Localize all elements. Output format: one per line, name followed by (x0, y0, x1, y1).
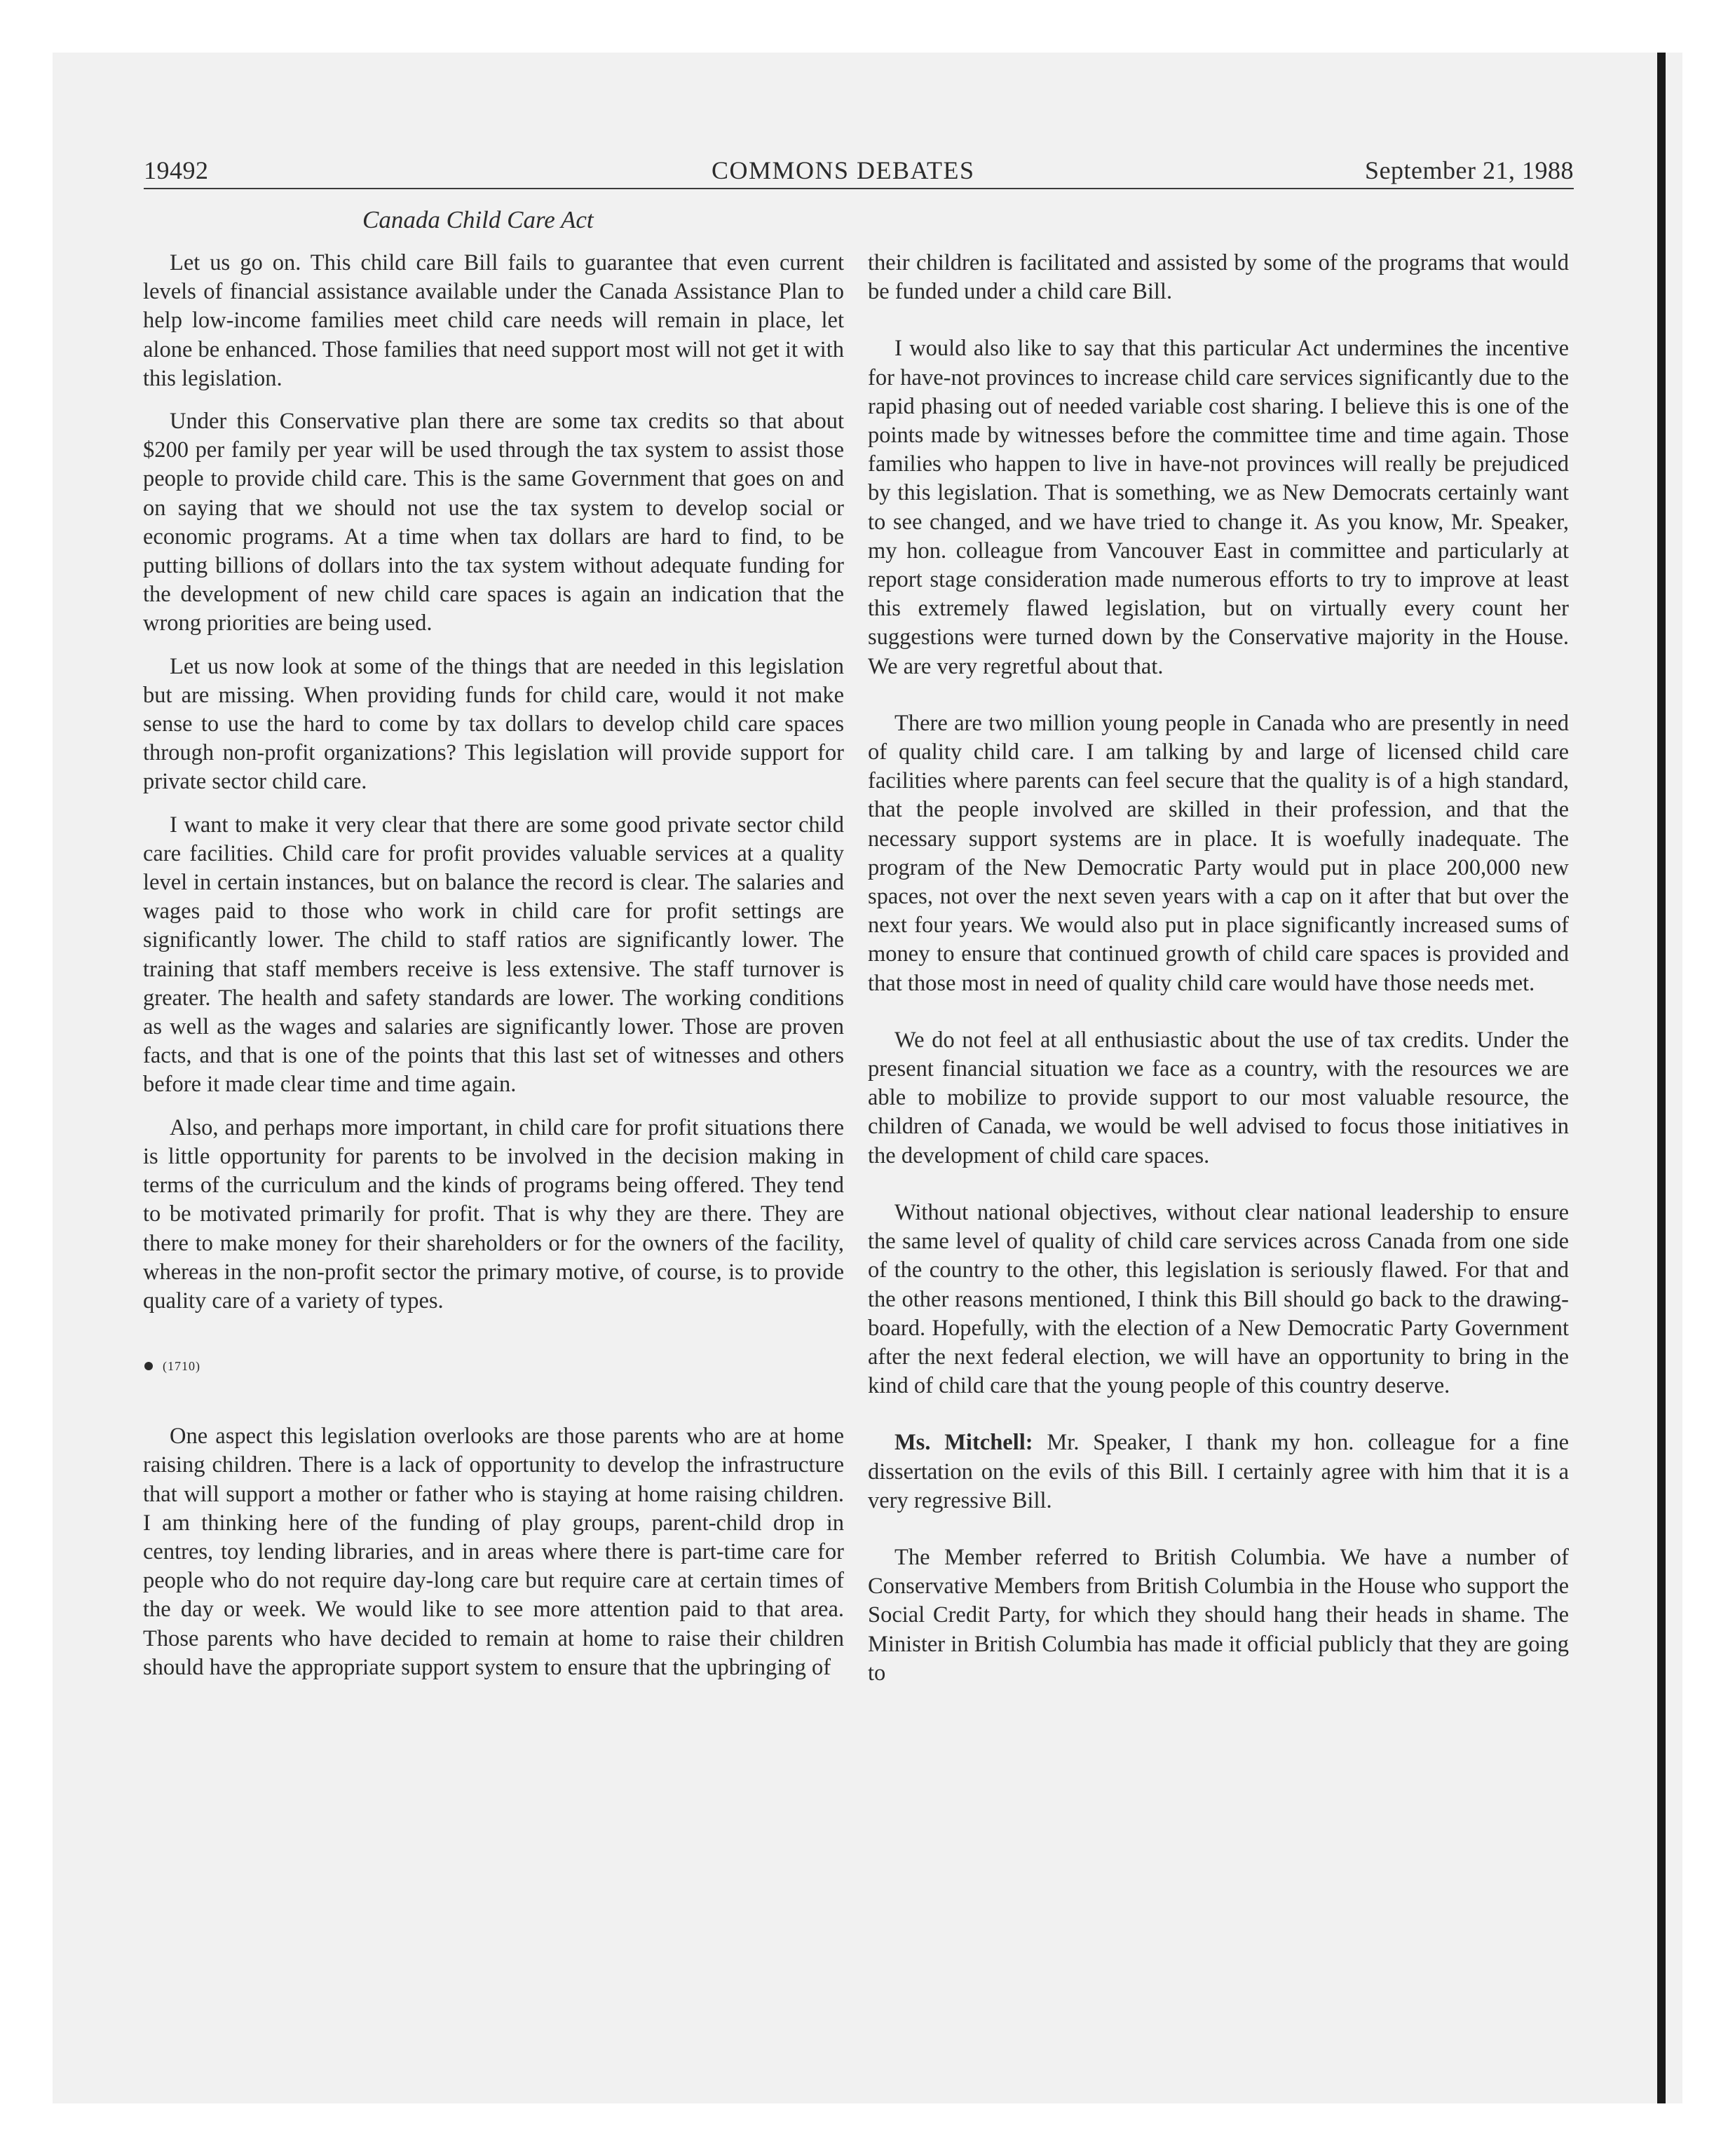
speech-text: Mr. Speaker, I thank my hon. colleague for a fine dissertation on the evils of this Bill. I certainly agree with him that it is a very regressive Bill. (868, 1430, 1569, 1513)
time-marker-label: (1710) (163, 1358, 200, 1373)
page-header (144, 156, 1574, 191)
paragraph: Let us go on. This child care Bill fails to guarantee that even current levels of financial assistance available under the Canada Assistance Plan to help low-income families meet child care needs will remain in place, let alone be enhanced. Those families that need support most will not get it with this legislation. (143, 250, 844, 391)
header-rule (144, 188, 1574, 189)
bullet-dot-icon (144, 1362, 153, 1370)
right-column (868, 249, 1569, 1688)
paragraph: Without national objectives, without clear national leadership to ensure the same level of quality of child care services across Canada from one side of the country to the other, this legislation is seriously flawed. For that and the other reasons mentioned, I think this Bill should go back to the drawing-board. Hopefully, with the election of a New Democratic Party Government after the next federal election, we will have an opportunity to bring in the kind of child care that the young people of this country deserve. (868, 1199, 1569, 1399)
page-number: 19492 (144, 156, 209, 184)
paragraph: Also, and perhaps more important, in child care for profit situations there is little opportunity for parents to be involved in the decision making in terms of the curriculum and the kinds of programs being offered. They tend to be motivated primarily for profit. That is why they are there. They are there to make money for their shareholders or for the owners of the facility, whereas in the non-profit sector the primary motive, of course, is to provide quality care of a variety of types. (143, 1114, 844, 1314)
speaker-name: Ms. Mitchell: (894, 1430, 1033, 1456)
paragraph: I want to make it very clear that there are some good private sector child care facilities. Child care for profit provides valuable services at a quality level in certain instances, but on balance the record is clear. The salaries and wages paid to those who work in child care for profit settings are significantly lower. The child to staff ratios are significantly lower. The training that staff members receive is less extensive. The staff turnover is greater. The health and safety standards are lower. The working conditions as well as the wages and salaries are significantly lower. Those are proven facts, and that is one of the points that this last set of witnesses and others before it made clear time and time again. (143, 812, 844, 1098)
paragraph (868, 1428, 1569, 1515)
paragraph: Let us now look at some of the things that are needed in this legislation but are missing. When providing funds for child care, would it not make sense to use the hard to come by tax dollars to develop child care spaces through non-profit organizations? This legislation will provide support for private sector child care. (143, 653, 844, 795)
paragraph: The Member referred to British Columbia. We have a number of Conservative Members from British Columbia in the House who support the Social Credit Party, for which they should hang their heads in shame. The Minister in British Columbia has made it official publicly that they are going to (868, 1544, 1569, 1686)
paragraph: Under this Conservative plan there are some tax credits so that about $200 per family per year will be used through the tax system to assist those people to provide child care. This is the same Government that goes on and on saying that we should not use the tax system to develop social or economic programs. At a time when tax dollars are hard to find, to be putting billions of dollars into the tax system without adequate funding for the development of new child care spaces is again an indication that the wrong priorities are being used. (143, 409, 844, 636)
paragraph: their children is facilitated and assisted by some of the programs that would be funded under a child care Bill. (868, 250, 1569, 305)
paragraph: One aspect this legislation overlooks are those parents who are at home raising children. There is a lack of opportunity to develop the infrastructure that will support a mother or father who is staying at home raising children. I am thinking here of the funding of play groups, parent-child drop in centres, toy lending libraries, and in areas where there is part-time care for people who do not require day-long care but require care at certain times of the day or week. We would like to see more attention paid to that area. Those parents who have decided to remain at home to raise their children should have the appropriate support system to ensure that the upbringing of (143, 1424, 844, 1680)
scan-edge-bar (1657, 53, 1666, 2103)
time-marker (144, 1352, 844, 1380)
publication-title: COMMONS DEBATES (712, 156, 975, 184)
paragraph: There are two million young people in Canada who are presently in need of quality child care. I am talking by and large of licensed child care facilities where parents can feel secure that the quality is of a high standard, that the people involved are skilled in their profession, and that the necessary support systems are in place. It is woefully inadequate. The program of the New Democratic Party would put in place 200,000 new spaces, not over the next seven years with a cap on it after that but over the next four years. We would also put in place significantly increased sums of money to ensure that continued growth of child care spaces is provided and that those most in need of quality child care would have those needs met. (868, 710, 1569, 996)
running-title: Canada Child Care Act (362, 206, 594, 233)
paragraph: I would also like to say that this particular Act undermines the incentive for have-not provinces to increase child care services significantly due to the rapid phasing out of needed variable cost sharing. I believe this is one of the points made by witnesses before the committee time and time again. Those families who happen to live in have-not provinces will really be prejudiced by this legislation. That is something, we as New Democrats certainly want to see changed, and we have tried to change it. As you know, Mr. Speaker, my hon. colleague from Vancouver East in committee and particularly at report stage consideration made numerous efforts to try to improve at least this extremely flawed legislation, but on virtually every count her suggestions were turned down by the Conservative majority in the House. We are very regretful about that. (868, 336, 1569, 679)
publication-date: September 21, 1988 (1365, 156, 1574, 184)
left-column (143, 249, 844, 1682)
paragraph: We do not feel at all enthusiastic about the use of tax credits. Under the present financial situation we face as a country, with the resources we are able to mobilize to provide support to our most valuable resource, the children of Canada, we would be well advised to focus those initiatives in the development of child care spaces. (868, 1027, 1569, 1168)
